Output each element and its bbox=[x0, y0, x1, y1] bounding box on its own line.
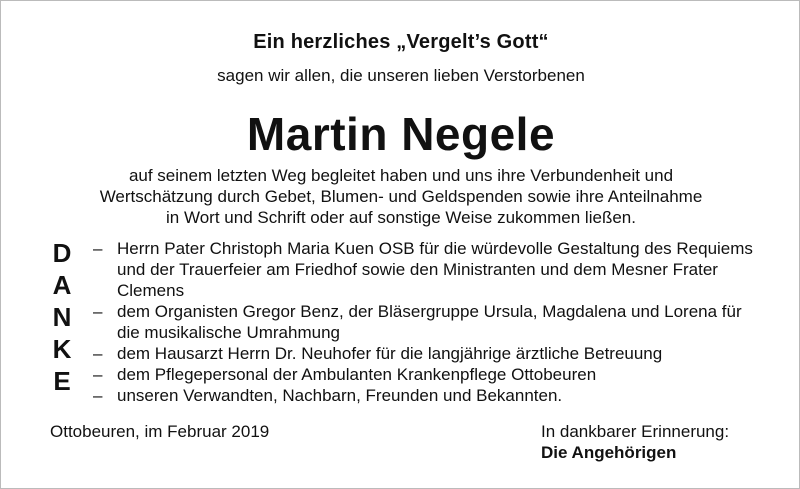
notice-heading: Ein herzliches „Vergelt’s Gott“ bbox=[253, 31, 549, 53]
dash-bullet: – bbox=[93, 365, 103, 384]
list-item-text: dem Hausarzt Herrn Dr. Neuhofer für die langjährige ärztliche Betreuung bbox=[117, 344, 663, 363]
list-item bbox=[93, 301, 753, 343]
list-item bbox=[93, 364, 753, 385]
dash-bullet: – bbox=[93, 344, 103, 363]
danke-letter: D bbox=[52, 238, 72, 268]
intro-line: sagen wir allen, die unseren lieben Verstorbenen bbox=[217, 66, 585, 85]
closing-block bbox=[541, 422, 729, 463]
list-item bbox=[93, 385, 753, 406]
danke-letter: K bbox=[52, 334, 72, 364]
list-item-text: Herrn Pater Christoph Maria Kuen OSB für die würdevolle Gestaltung des Requiems und der Trauerfeier am Friedhof sowie den Ministranten und dem Mesner Frater Clemens bbox=[117, 239, 753, 300]
body-line: Wertschätzung durch Gebet, Blumen- und Geldspenden sowie ihre Anteilnahme bbox=[99, 187, 703, 206]
dash-bullet: – bbox=[93, 302, 103, 321]
danke-letter: N bbox=[52, 302, 72, 332]
signature: Die Angehörigen bbox=[541, 443, 677, 462]
place-date: Ottobeuren, im Februar 2019 bbox=[50, 422, 270, 441]
dash-bullet: – bbox=[93, 386, 103, 405]
dash-bullet: – bbox=[93, 239, 103, 258]
danke-vertical-word bbox=[50, 237, 74, 397]
list-item bbox=[93, 343, 753, 364]
body-line: in Wort und Schrift oder auf sonstige Weise zukommen ließen. bbox=[166, 208, 636, 227]
body-line: auf seinem letzten Weg begleitet haben und uns ihre Verbundenheit und bbox=[128, 166, 674, 185]
list-item-text: dem Pflegepersonal der Ambulanten Krankenpflege Ottobeuren bbox=[117, 365, 597, 384]
danke-letter: A bbox=[52, 270, 72, 300]
list-item bbox=[93, 238, 753, 301]
thanks-list bbox=[93, 238, 753, 406]
danke-letter: E bbox=[53, 366, 71, 396]
list-item-text: unseren Verwandten, Nachbarn, Freunden und Bekannten. bbox=[117, 386, 563, 405]
closing-text: In dankbarer Erinnerung: bbox=[541, 422, 730, 441]
deceased-name: Martin Negele bbox=[246, 108, 556, 160]
list-item-text: dem Organisten Gregor Benz, der Bläsergruppe Ursula, Magdalena und Lorena für die musikalische Umrahmung bbox=[117, 302, 742, 342]
